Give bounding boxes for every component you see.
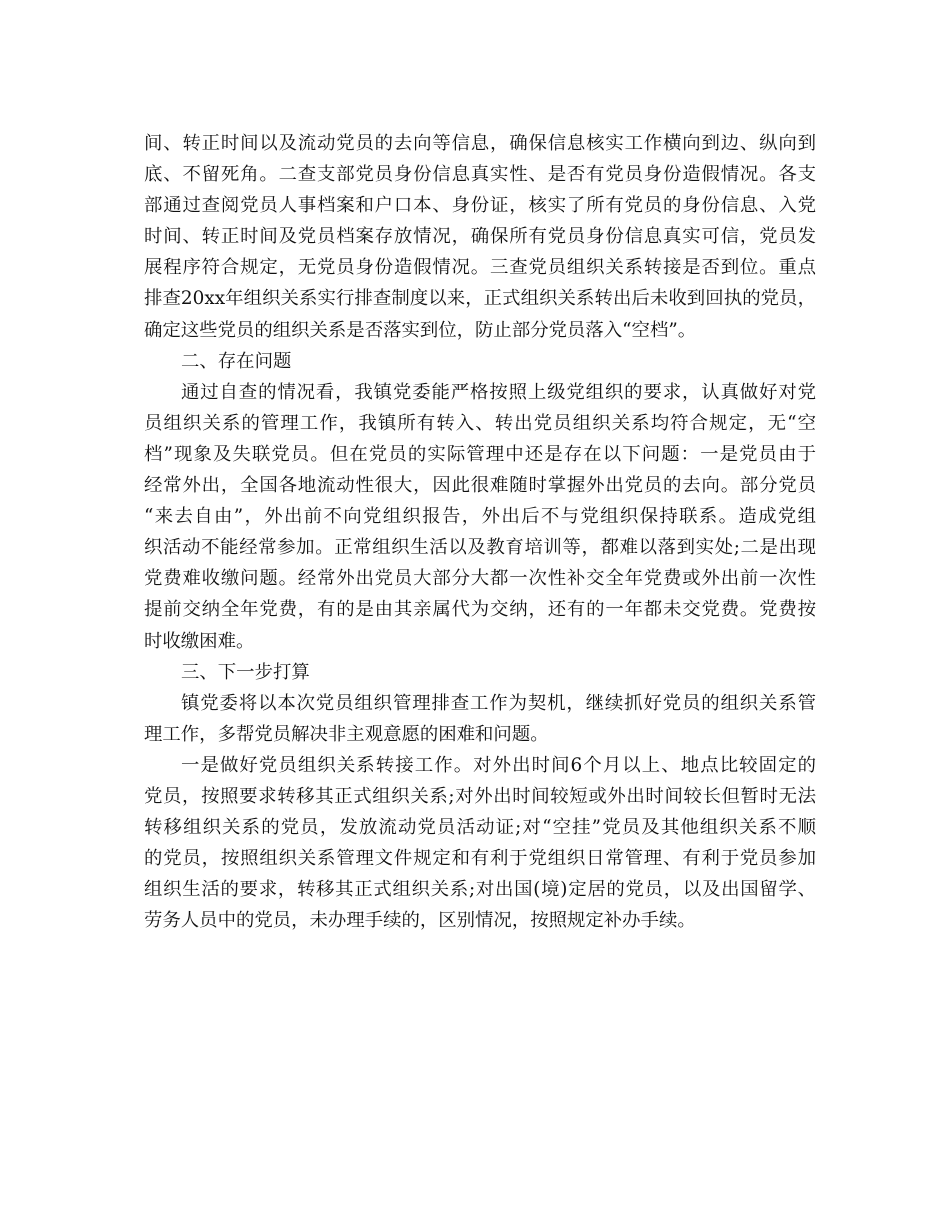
paragraph-line: 间、转正时间以及流动党员的去向等信息，确保信息核实工作横向到边、纵向到: [144, 133, 816, 154]
heading-text: 二、存在问题: [181, 350, 292, 372]
paragraph-line: 排查20xx年组织关系实行排查制度以来，正式组织关系转出后未收到回执的党员，: [144, 288, 816, 310]
paragraph-line: “来去自由”，外出前不向党组织报告，外出后不与党组织保持联系。造成党组: [144, 506, 816, 528]
paragraph: [144, 377, 816, 657]
paragraph-line: 档”现象及失联党员。但在党员的实际管理中还是存在以下问题：一是党员由于: [144, 443, 816, 465]
paragraph-line: 提前交纳全年党费，有的是由其亲属代为交纳，还有的一年都未交党费。党费按: [144, 599, 816, 621]
paragraph-line: 党费难收缴问题。经常外出党员大部分大都一次性补交全年党费或外出前一次性: [144, 568, 816, 590]
paragraph: [144, 750, 816, 937]
paragraph-line: 展程序符合规定，无党员身份造假情况。三查党员组织关系转接是否到位。重点: [144, 257, 816, 279]
section-heading: [144, 657, 816, 688]
paragraph-line: 通过自查的情况看，我镇党委能严格按照上级党组织的要求，认真做好对党: [181, 381, 816, 403]
paragraph: [144, 688, 816, 750]
paragraph-line: 转移组织关系的党员，发放流动党员活动证;对“空挂”党员及其他组织关系不顺: [144, 817, 816, 839]
paragraph-line: 时收缴困难。: [144, 630, 255, 652]
paragraph-line: 党员，按照要求转移其正式组织关系;对外出时间较短或外出时间较长但暂时无法: [144, 785, 816, 807]
paragraph-line: 底、不留死角。二查支部党员身份信息真实性、是否有党员身份造假情况。各支: [144, 164, 816, 186]
paragraph-line: 经常外出，全国各地流动性很大，因此很难随时掌握外出党员的去向。部分党员: [144, 475, 816, 497]
paragraph-line: 部通过查阅党员人事档案和户口本、身份证，核实了所有党员的身份信息、入党: [144, 195, 816, 217]
paragraph-line: 劳务人员中的党员，未办理手续的，区别情况，按照规定补办手续。: [144, 910, 696, 932]
paragraph-line: 时间、转正时间及党员档案存放情况，确保所有党员身份信息真实可信，党员发: [144, 226, 816, 248]
paragraph-line: 镇党委将以本次党员组织管理排查工作为契机，继续抓好党员的组织关系管: [181, 692, 816, 714]
heading-text: 三、下一步打算: [181, 661, 310, 683]
paragraph-line: 的党员，按照组织关系管理文件规定和有利于党组织日常管理、有利于党员参加: [144, 848, 816, 870]
paragraph-line: 组织生活的要求，转移其正式组织关系;对出国(境)定居的党员，以及出国留学、: [144, 879, 816, 901]
paragraph-line: 一是做好党员组织关系转接工作。对外出时间6个月以上、地点比较固定的: [181, 754, 816, 776]
paragraph: [144, 128, 816, 346]
paragraph-line: 员组织关系的管理工作，我镇所有转入、转出党员组织关系均符合规定，无“空: [144, 412, 816, 434]
document-body: [144, 128, 816, 936]
section-heading: [144, 346, 816, 377]
paragraph-line: 织活动不能经常参加。正常组织生活以及教育培训等，都难以落到实处;二是出现: [144, 537, 816, 559]
paragraph-line: 理工作，多帮党员解决非主观意愿的困难和问题。: [144, 723, 549, 745]
paragraph-line: 确定这些党员的组织关系是否落实到位，防止部分党员落入“空档”。: [144, 319, 697, 341]
